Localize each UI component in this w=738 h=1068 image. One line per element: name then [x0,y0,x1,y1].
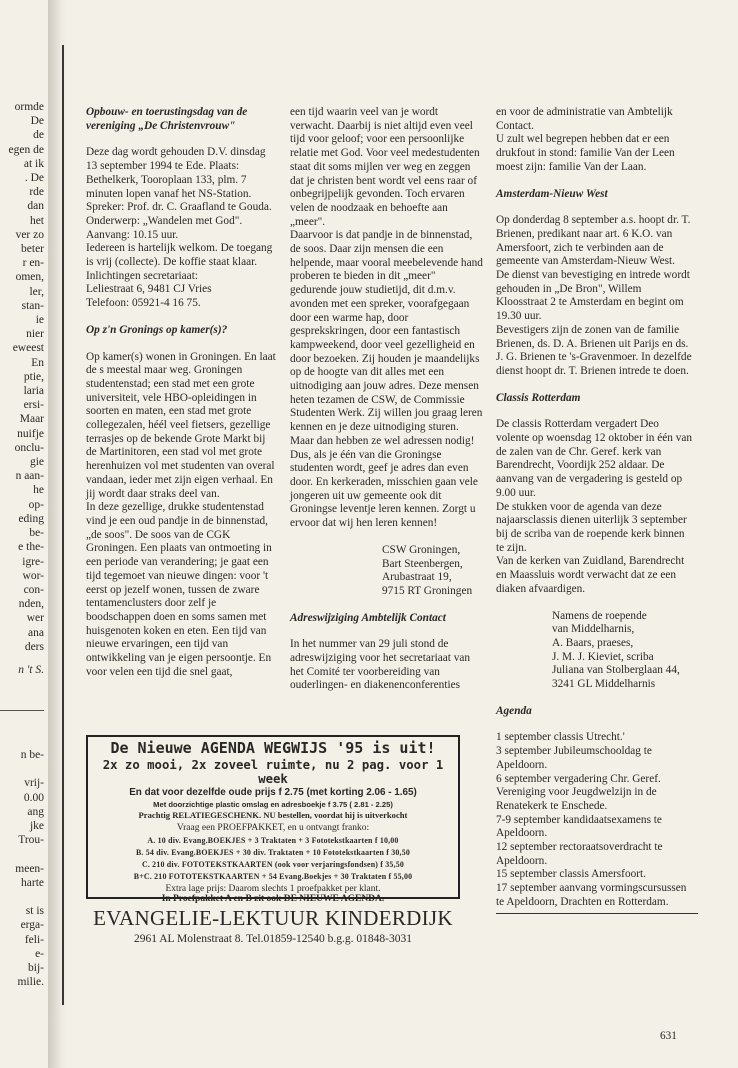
ad-subheadline: 2x zo mooi, 2x zoveel ruimte, nu 2 pag. voor 1 week [102,758,444,786]
namens-line: Juliana van Stolberglaan 44, [552,664,680,677]
ad-gift-line: Prachtig RELATIEGESCHENK. NU bestellen, voordat hij is uitverkocht [138,810,408,820]
namens-line: van Middelharnis, [552,623,635,636]
paragraph: De dienst van bevestiging en intrede wordt gehouden in „De Bron", Willem Kloosstraat 2 te Amsterdam en begint om 19.30 uur. [496,269,690,323]
agenda-item: 15 september classis Amersfoort. [496,868,646,881]
paragraph: Dus, als je één van die Groningse studenten wordt, geef je adres dan even door. En kerkeraden, misschien gaan vele jongeren uit uw gemeente ook dit Groningse leventje leren kennen. Zorgt u ervoor dat wij hen leren kennen! [290,448,478,530]
ad-brand: EVANGELIE-LEKTUUR KINDERDIJK [93,906,453,930]
paragraph: De stukken voor de agenda van deze najaarsclassis dienen uiterlijk 3 september bij de scriba van de roepende kerk binnen te zijn. [496,500,687,554]
ad-option: C. 210 div. FOTOTEKSTKAARTEN (ook voor verjaringsfondsen) f 35,50 [141,860,405,869]
column-3 [496,106,694,910]
section-title-classis-rotterdam: Classis Rotterdam [496,391,581,404]
section-title-groningen: Op z'n Gronings op kamer(s)? [86,323,228,336]
namens-line: Namens de roepende [552,609,647,622]
paragraph: Inlichtingen secretariaat: [86,269,198,282]
gutter-shadow [48,0,68,1068]
ad-request-line: Vraag een PROEFPAKKET, en u ontvangt franko: [176,823,370,833]
ad-extra-line: Extra lage prijs: Daarom slechts 1 proefpakket per klant. [165,884,381,894]
ad-option: B. 54 div. Evang.BOEKJES + 30 div. Traktaten + 10 Fototekstkaarten f 30,50 [135,848,411,857]
agenda-item: 12 september rectoraatsoverdracht te Apeldoorn. [496,841,663,867]
ad-option: B+C. 210 FOTOTEKSTKAARTEN + 54 Evang.Boekjes + 30 Traktaten f 55,00 [133,872,413,881]
previous-page-fragments: ormde De de egen de at ik . De rde dan het ver zo beter r en- omen, ler, stan- ie nier eweest En ptie, laria ersi- Maar nuifje onclu- gie n aan- he op- eding be- e the- igre- wor- con- nden, wer ana ders [8,101,44,653]
ad-proefpakket-line: In Proefpakket A en B zit ook DE NIEUWE AGENDA. [161,894,385,904]
previous-page-fragments-2: n be- vrij- 0.00 ang jke Trou- meen- harte st is erga- feli- e- bij- milie. [15,749,44,989]
paragraph: In deze gezellige, drukke studentenstad vind je een oud pandje in de binnenstad, „de soos". De soos van de CGK Groningen. Een plaats van ontmoeting in een periode van verandering; je gaat een tijd tegemoet van nieuwe dingen: voor 't eerst op jezelf wonen, tussen de zware tentamenclusters door zelf je boodschappen doen en soms samen met huisgenoten koken en eten. Een tijd van nieuwe ervaringen, een tijd van ontwikkeling van je eigen persoontje. En voor velen een tijd die snel gaat, [86,501,272,678]
previous-page-signature: n 't S. [18,664,44,676]
page-number: 631 [660,1030,677,1042]
ad-headline: De Nieuwe AGENDA WEGWIJS '95 is uit! [110,739,436,757]
column-2 [290,106,484,693]
agenda-item: 6 september vergadering Chr. Geref. Vereniging voor Jeugdwelzijn in de Renatekerk te Enschede. [496,772,661,812]
signature-line: CSW Groningen, [382,543,461,556]
paragraph: Deze dag wordt gehouden D.V. dinsdag 13 september 1994 te Ede. Plaats: Bethelkerk, Tooroplaan 133, plm. 7 minuten lopen vanaf het NS-Station. Spreker: Prof. dr. C. Graafland te Gouda. Onderwerp: „Wandelen met God". Aanvang: 10.15 uur. [86,146,272,241]
paragraph: Bevestigers zijn de zonen van de familie Brienen, ds. D. A. Brienen uit Parijs en ds. J. G. Brienen te 's-Gravenmoer. In dezelfde dienst hoopt dr. T. Brienen intrede te doen. [496,323,692,377]
column-rule [496,913,698,914]
paragraph: Op donderdag 8 september a.s. hoopt dr. T. Brienen, predikant naar art. 6 K.O. van Amersfoort, zich te verbinden aan de gemeente van Amsterdam-Nieuw West. [496,214,691,268]
paragraph: en voor de administratie van Ambtelijk Contact. [496,106,673,132]
namens-line: 3241 GL Middelharnis [552,678,656,691]
column-1 [86,106,278,679]
paragraph: een tijd waarin veel van je wordt verwacht. Daarbij is niet altijd even veel tijd voor geloof; voor een persoonlijke relatie met God. Voor veel medestudenten staat dit soms mijlen ver weg en zeggen dat je christen bent wordt vel eens raar of onbegrijpelijk gevonden. Toch ervaren velen de noodzaak en behoefte aan „meer". [290,106,480,228]
paragraph: Iedereen is hartelijk welkom. De toegang is vrij (collecte). De koffie staat klaar. [86,242,273,269]
paragraph: Daarvoor is dat pandje in de binnenstad, de soos. Daar zijn mensen die een helpende, maar vooral meebelevende hand proberen te bieden in dit „meer" gedurende jouw studietijd, dit d.m.v. avonden met een spreker, voorafgegaan door een warme hap, door gesprekskringen, door een fantastisch kampweekend, door veel gezelligheid en door bezoeken. Zij houden je maandelijks op de hoogte van dit alles met een uitnodiging aan jouw adres. Deze mensen heten tezamen de CSW, de Commissie Studenten Werk. Zij willen jou graag leren kennen en je deze uitnodiging sturen. Maar dan hebben ze wel adressen nodig! [290,229,483,447]
ad-address: 2961 AL Molenstraat 8. Tel.01859-12540 b.g.g. 01848-3031 [133,933,413,945]
agenda-item: 17 september aanvang vormingscursussen te Apeldoorn, Drachten en Rotterdam. [496,882,687,908]
paragraph: Leliestraat 6, 9481 CJ Vries [86,283,212,296]
paragraph: Telefoon: 05921-4 16 75. [86,297,201,310]
section-title-agenda: Agenda [496,704,532,717]
paragraph: De classis Rotterdam vergadert Deo volente op woensdag 12 oktober in één van de zalen van de Chr. Geref. kerk van Barendrecht, Voordijk 252 aldaar. De aanvang van de vergadering is gesteld op 9.00 uur. [496,418,693,499]
signature-line: 9715 RT Groningen [382,584,473,597]
signature-line: Arubastraat 19, [382,571,452,584]
ad-option: A. 10 div. Evang.BOEKJES + 3 Traktaten + 3 Fototekstkaarten f 10,00 [147,836,399,845]
agenda-item: 3 september Jubileumschooldag te Apeldoorn. [496,745,652,771]
advertisement-box [86,735,460,945]
agenda-item: 1 september classis Utrecht.' [496,731,625,744]
namens-line: A. Baars, praeses, [552,636,634,649]
section-title-amsterdam: Amsterdam-Nieuw West [496,187,608,200]
paragraph: Van de kerken van Zuidland, Barendrecht en Maassluis wordt verwacht dat ze een diaken afvaardigen. [496,555,685,595]
section-title-christenvrouw: Opbouw- en toerustingsdag van de vereniging „De Christenvrouw" [86,106,248,132]
signature-line: Bart Steenbergen, [382,557,463,570]
previous-page-rule [0,710,44,711]
paragraph: Op kamer(s) wonen in Groningen. En laat de s meestal maar weg. Groningen studentenstad; een stad met een grote universiteit, vele HBO-opleidingen in soorten en maten, een stad met grote collegezalen, héél veel fietsers, gezellige terrasjes op de bekende Grote Markt bij de Martinitoren, een stad vol met grote herenhuizen vol met studenten van overal vandaan, ieder met zijn eigen verhaal. En jij wordt daar straks deel van. [86,350,276,500]
paragraph: In het nummer van 29 juli stond de adreswijziging voor het secretariaat van het Comité ter voorbereiding van ouderlingen- en diakenenconferenties [290,638,471,692]
agenda-item: 7-9 september kandidaatsexamens te Apeldoorn. [496,813,662,840]
ad-plastic-line: Met doorzichtige plastic omslag en adresboekje f 3.75 ( 2.81 - 2.25) [153,800,393,809]
ad-price-line: En dat voor dezelfde oude prijs f 2.75 (met korting 2.06 - 1.65) [129,787,417,798]
section-title-adreswijziging: Adreswijziging Ambtelijk Contact [290,611,446,624]
spine-line [62,45,64,1005]
paragraph: U zult wel begrepen hebben dat er een drukfout in stond: familie Van der Leen moest zijn: familie Van der Laan. [496,133,675,173]
namens-line: J. M. J. Kieviet, scriba [552,650,654,663]
